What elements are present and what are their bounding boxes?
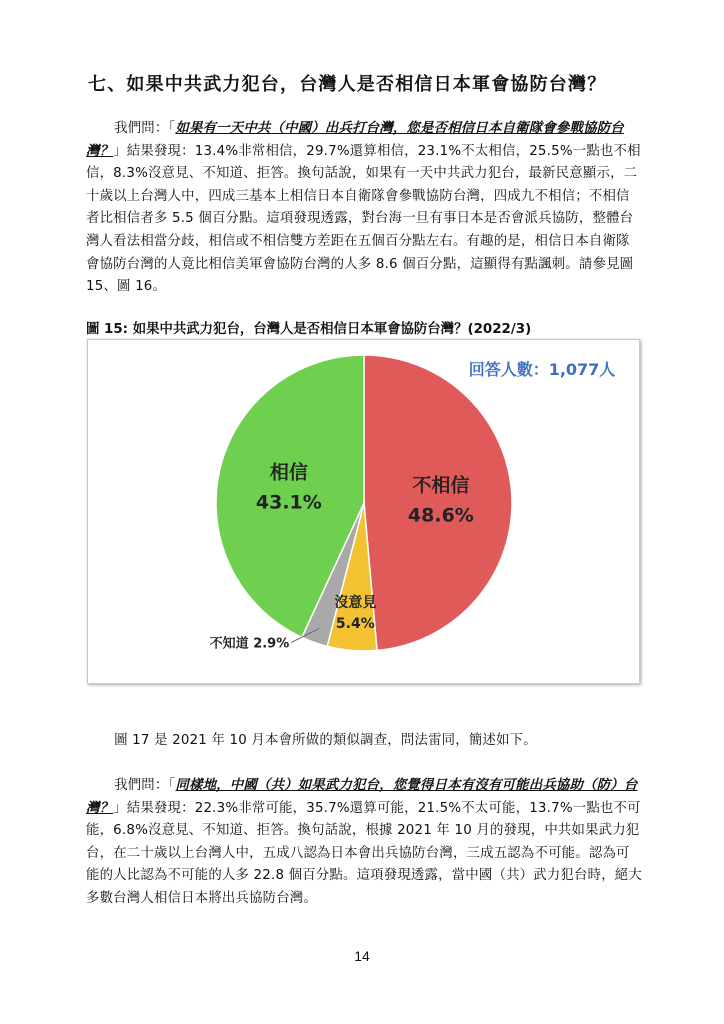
figure-caption: 圖 15: 如果中共武力犯台，台灣人是否相信日本軍會協防台灣？(2022/3) [86, 322, 532, 337]
paragraph-1-lead: 我們問：「 [114, 121, 176, 136]
slice-label-3: 相信 [269, 461, 308, 484]
pie-slice-0 [364, 355, 512, 650]
paragraph-2: 圖 17 是 2021 年 10 月本會所做的類似調查，問法雷同，簡述如下。 [114, 733, 537, 748]
slice-label-1: 沒意見 [334, 595, 377, 612]
slice-value-1: 5.4% [335, 616, 375, 633]
page-number: 14 [354, 948, 370, 964]
paragraph-1-question: 如果有一天中共（中國）出兵打台灣，您是否相信日本自衛隊會參戰協防台灣？ [86, 121, 624, 159]
pie-chart-frame [87, 339, 640, 684]
respondents-annotation: 回答人數：1,077人 [468, 360, 616, 379]
paragraph-3-body: 」結果發現：22.3%非常可能，35.7%還算可能，21.5%不太可能，13.7%一點也不可能，6.8%沒意見、不知道、拒答。換句話說，根據 2021 年 10 月的發現，中共如果武力犯台，在二十歲以上台灣人中，五成八認為日本會出兵協防台灣，三成五認為不可能。認為可能的人比認為不可能的人多 22.8 個百分點。這項發現透露，當中國（共）武力犯台時，絕大多數台灣人相信日本將出兵協防台灣。 [86, 800, 642, 906]
paragraph-3-question: 同樣地，中國（共）如果武力犯台，您覺得日本有沒有可能出兵協助（防）台灣？ [86, 778, 638, 816]
slice-value-0: 48.6% [407, 504, 474, 527]
slice-value-3: 43.1% [255, 491, 322, 514]
paragraph-1-body: 」結果發現：13.4%非常相信，29.7%還算相信，23.1%不太相信，25.5%一點也不相信，8.3%沒意見、不知道、拒答。換句話說，如果有一天中共武力犯台，最新民意顯示，二十歲以上台灣人中，四成三基本上相信日本自衛隊會參戰協防台灣，四成九不相信；不相信者比相信者多 5.5 個百分點。這項發現透露，對台海一旦有事日本是否會派兵協防，整體台灣人看法相當分歧，相信或不相信雙方差距在五個百分點左右。有趣的是，相信日本自衛隊會協防台灣的人竟比相信美軍會協防台灣的人多 8.6 個百分點，這顯得有點諷刺。請參見圖 15、圖 16。 [86, 143, 641, 295]
pie-chart [88, 340, 639, 683]
section-title: 七、如果中共武力犯台，台灣人是否相信日本軍會協防台灣？ [88, 74, 607, 95]
paragraph-3-lead: 我們問：「 [114, 778, 176, 793]
paragraph-1 [86, 118, 642, 299]
paragraph-3 [86, 775, 642, 911]
slice-label-2: 不知道 2.9% [209, 636, 290, 652]
slice-label-0: 不相信 [412, 474, 470, 497]
